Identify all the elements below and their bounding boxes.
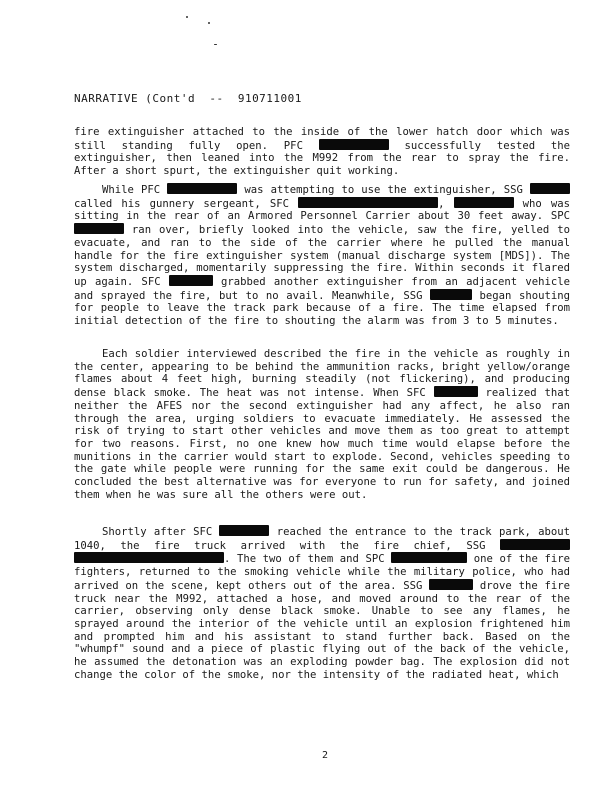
paragraph-text: reached the entrance to the track park, about 1040, the fire truck arrived with the fire chief, SSG (74, 526, 570, 552)
scan-speck (186, 16, 188, 18)
redaction-bar (430, 289, 472, 300)
redaction-bar (319, 139, 389, 150)
paragraph-text: grabbed another extinguisher from an adjacent vehicle and sprayed the fire, but to no avail. Meanwhile, SSG (74, 275, 570, 302)
redaction-bar (167, 183, 237, 194)
redaction-bar (298, 197, 438, 208)
paragraph-4 (74, 525, 570, 681)
redaction-bar (434, 386, 478, 397)
paragraph-text: While PFC (102, 184, 168, 196)
narrative-header: NARRATIVE (Cont'd -- 910711001 (74, 92, 302, 105)
paragraph-1 (74, 126, 570, 178)
paragraph-2 (74, 183, 570, 328)
paragraph-text: who was sitting in the rear of an Armored Personnel Carrier about 30 feet away. SPC (74, 197, 571, 223)
paragraph-text: one of the fire fighters, returned to the smoking vehicle while the military police, who had arrived on the scene, kept others out of the area. SSG (74, 553, 570, 592)
redaction-bar (74, 552, 224, 563)
paragraph-text: fire extinguisher attached to the inside of the lower hatch door which was still standing fully open. PFC (74, 126, 570, 152)
redaction-bar (169, 275, 213, 286)
paragraph-text: Shortly after SFC (102, 526, 220, 538)
paragraph-text: Each soldier interviewed described the fire in the vehicle as roughly in the center, appearing to be behind the ammunition racks, bright yellow/orange flames about 4 feet high, burning steadily (not flickering), and producing dense black smoke. The heat was not intense. When SFC (74, 348, 570, 400)
redaction-bar (500, 539, 570, 550)
paragraph-text: successfully tested the extinguisher, then leaned into the M992 from the rear to spray the fire. After a short spurt, the extinguisher quit working. (74, 139, 571, 178)
paragraph-text: began shouting for people to leave the track park because of a fire. The time elapsed from initial detection of the fire to shouting the alarm was from 3 to 5 minutes. (74, 289, 570, 328)
paragraph-text: , (438, 197, 454, 210)
redaction-bar (391, 552, 467, 563)
paragraph-text: called his gunnery sergeant, SFC (74, 197, 299, 210)
scan-speck (208, 22, 210, 24)
scan-speck (214, 44, 217, 45)
redaction-bar (530, 183, 570, 194)
redaction-bar (429, 579, 473, 590)
paragraph-text: was attempting to use the extinguisher, SSG (237, 184, 531, 196)
page-number: 2 (322, 750, 329, 761)
redaction-bar (74, 223, 124, 234)
redaction-bar (219, 525, 269, 536)
paragraph-text: . The two of them and SPC (224, 553, 392, 566)
redaction-bar (454, 197, 514, 208)
paragraph-3 (74, 348, 570, 501)
paragraph-text: realized that neither the AFES nor the second extinguisher had any affect, he also ran through the area, urging soldiers to evacuate immediately. He assessed the risk of trying to start other vehicles and move them as too great to attempt for two reasons. First, no one knew how much time would elapse before the munitions in the carrier would start to explode. Second, vehicles speeding to the gate while people were running for the same exit could be dangerous. He concluded the best alternative was for everyone to run for safety, and joined them when he was sure all the others were out. (74, 387, 570, 501)
paragraph-text: ran over, briefly looked into the vehicle, saw the fire, yelled to evacuate, and ran to the side of the carrier where he pulled the manual handle for the fire extinguisher system (manual discharge system [MDS]). The system discharged, momentarily suppressing the fire. Within seconds it flared up again. SFC (74, 224, 570, 288)
paragraph-text: drove the fire truck near the M992, attached a hose, and moved around to the rear of the carrier, observing only dense black smoke. Unable to see any flames, he sprayed around the interior of the vehicle until an explosion frightened him and prompted him and his assistant to stand further back. Based on the "whumpf" sound and a piece of plastic flying out of the back of the vehicle, he assumed the detonation was an exploding powder bag. The explosion did not change the color of the smoke, nor the intensity of the radiated heat, which (74, 579, 570, 681)
